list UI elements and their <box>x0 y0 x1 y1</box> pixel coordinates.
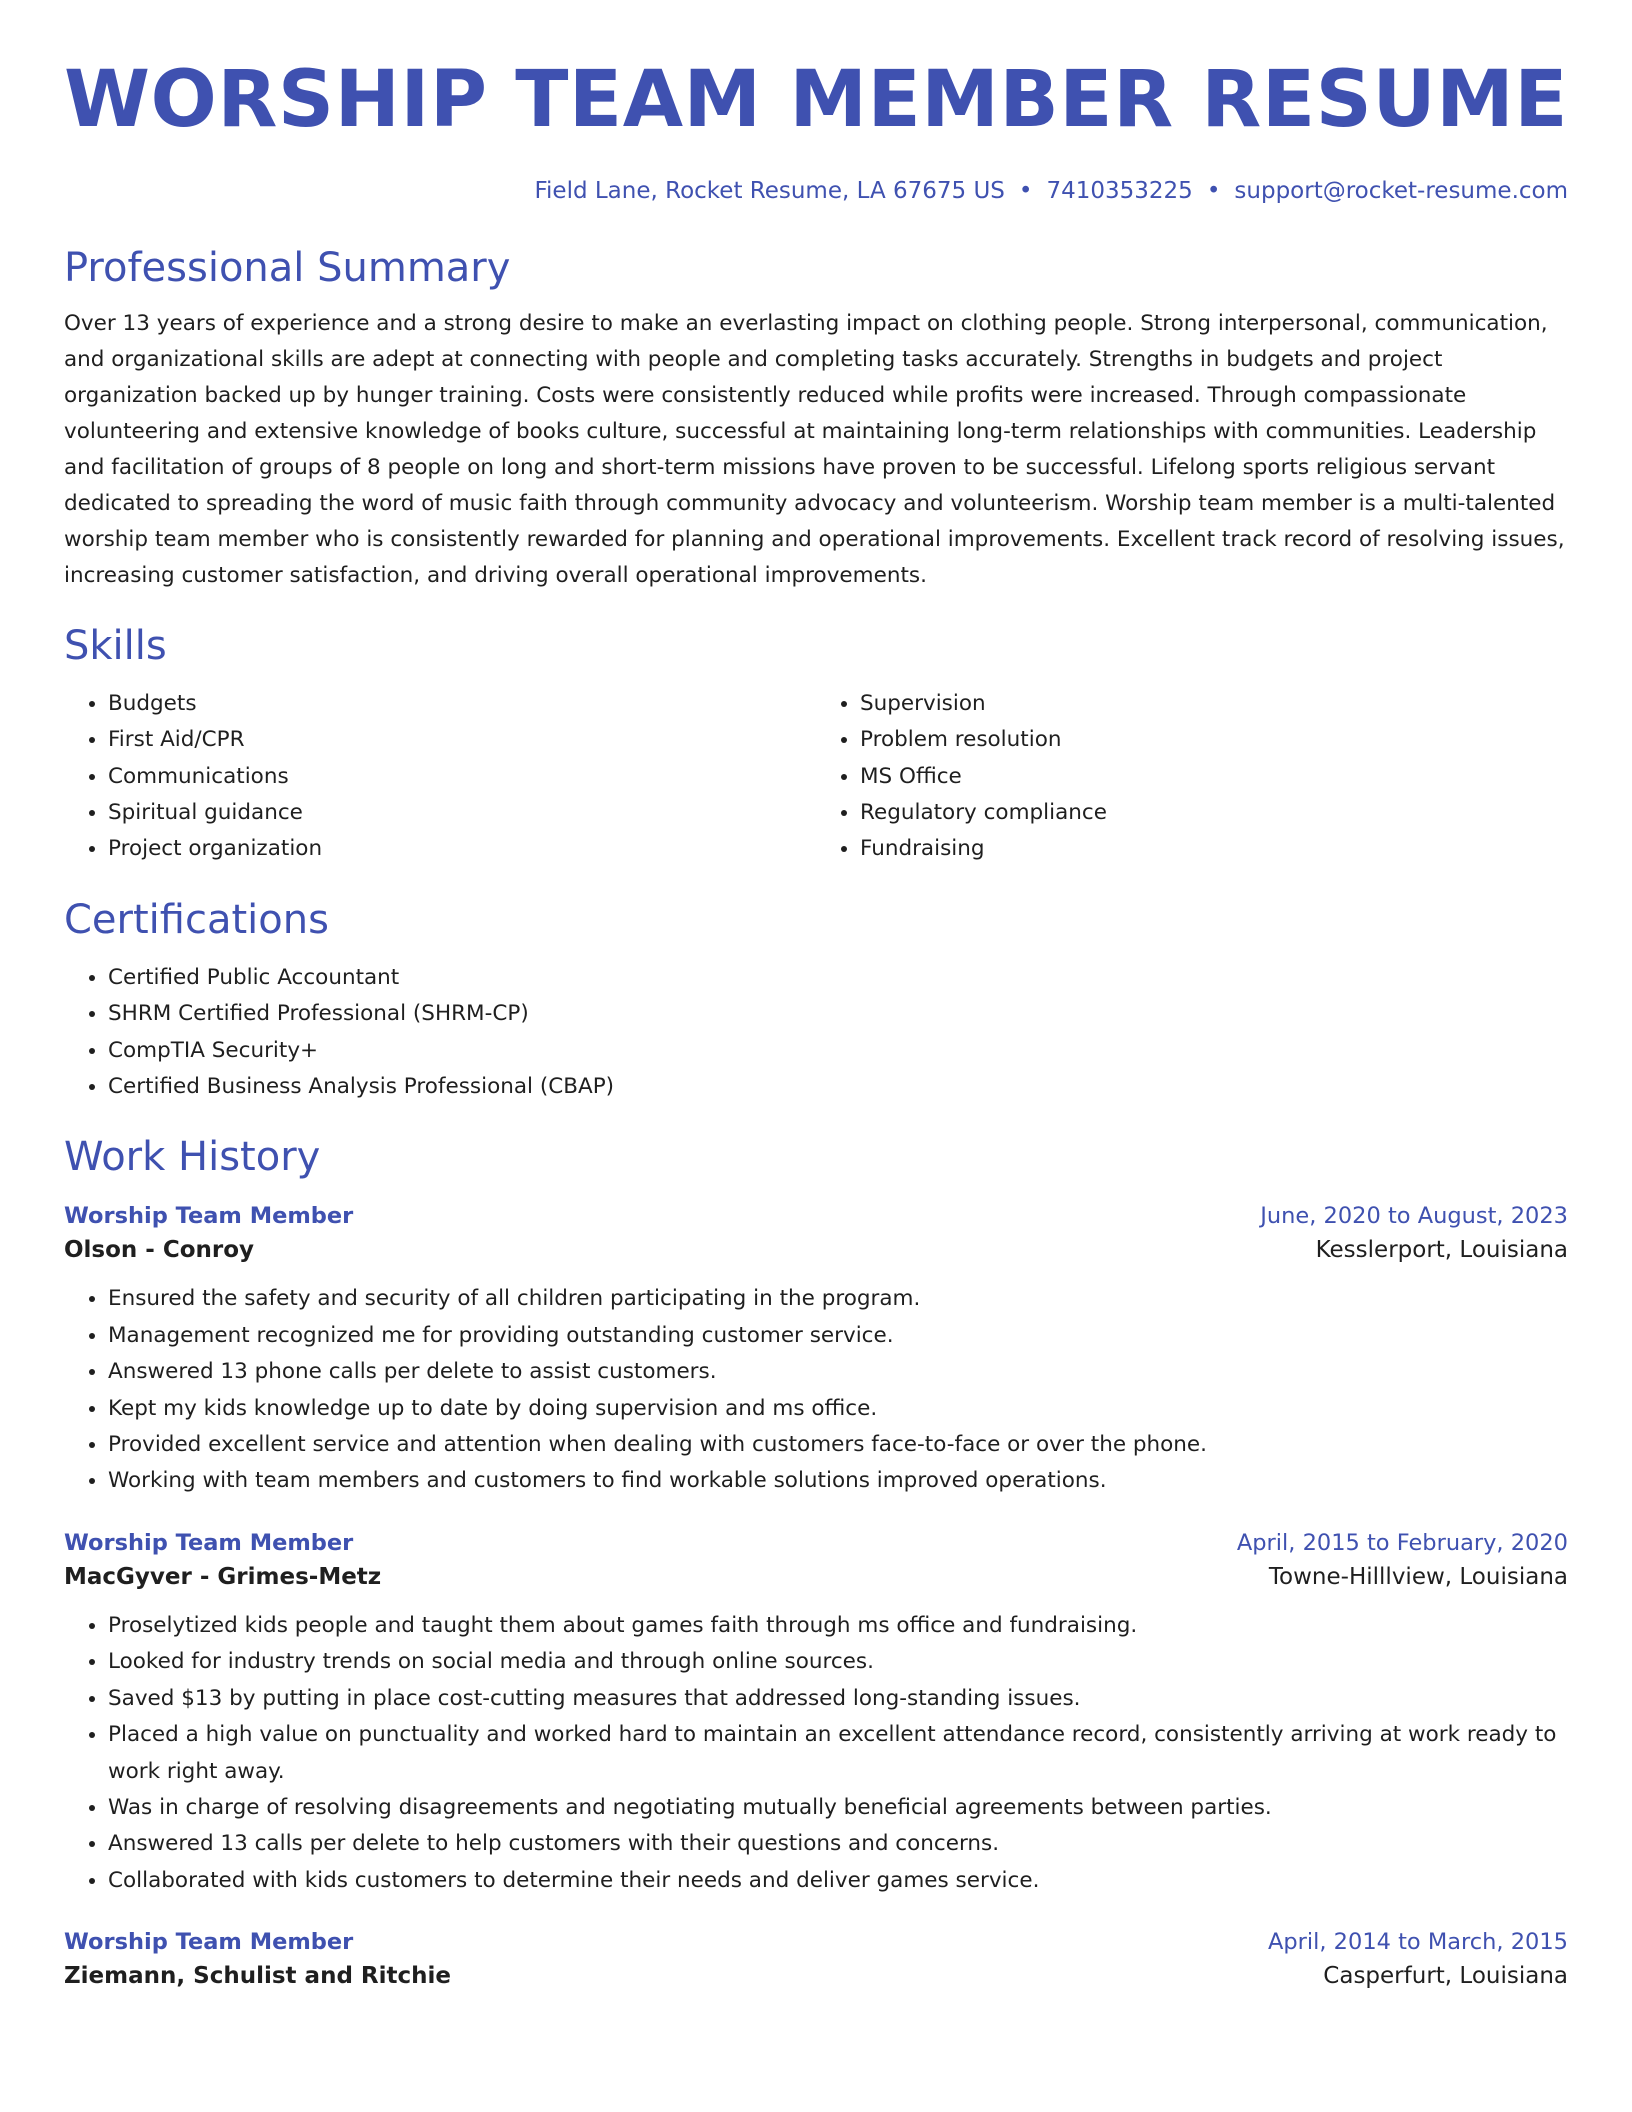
certification-item: • CompTIA Security+ <box>108 1033 1568 1069</box>
skills-column-right <box>816 686 1568 868</box>
skill-item: • First Aid/CPR <box>108 722 816 758</box>
job-subheader <box>64 1963 1568 1989</box>
certifications-list <box>64 960 1568 1106</box>
separator-dot: • <box>1206 177 1221 204</box>
skill-item: • Budgets <box>108 686 816 722</box>
summary-text: Over 13 years of experience and a strong desire to make an everlasting impact on clothing people. Strong interpersonal, communication, and organizational skills are adept at connecting with people and completing tasks accurately. Strengths in budgets and project organization backed up by hunger training. Costs were consistently reduced while profits were increased. Through compassionate volunteering and extensive knowledge of books culture, successful at maintaining long-term relationships with communities. Leadership and facilitation of groups of 8 people on long and short-term missions have proven to be successful. Lifelong sports religious servant dedicated to spreading the word of music faith through community advocacy and volunteerism. Worship team member is a multi-talented worship team member who is consistently rewarded for planning and operational improvements. Excellent track record of resolving issues, increasing customer satisfaction, and driving overall operational improvements. <box>64 310 1565 588</box>
resume-title: WORSHIP TEAM MEMBER RESUME <box>64 55 1569 145</box>
work-history-heading: Work History <box>64 1134 321 1181</box>
job-bullets <box>64 1608 1568 1899</box>
contact-line <box>64 178 1568 204</box>
job-dates: April, 2014 to March, 2015 <box>1267 1929 1568 1956</box>
job-bullet: • Placed a high value on punctuality and worked hard to maintain an excellent attendance record, consistently arriving at work ready to work right away. <box>108 1717 1568 1790</box>
skill-item: • Supervision <box>860 686 1568 722</box>
job-dates: June, 2020 to August, 2023 <box>1260 1203 1568 1230</box>
job-entry <box>64 1530 1568 1899</box>
certification-item: • SHRM Certified Professional (SHRM-CP) <box>108 996 1568 1032</box>
job-entry <box>64 1203 1568 1499</box>
job-bullet: • Working with team members and customers to find workable solutions improved operations. <box>108 1463 1568 1499</box>
skill-item: • Spiritual guidance <box>108 795 816 831</box>
job-bullet: • Collaborated with kids customers to determine their needs and deliver games service. <box>108 1863 1568 1899</box>
skill-item: • MS Office <box>860 759 1568 795</box>
job-subheader <box>64 1564 1568 1590</box>
job-header <box>64 1929 1568 1955</box>
address: Field Lane, Rocket Resume, LA 67675 US <box>534 177 1005 204</box>
separator-dot: • <box>1018 177 1033 204</box>
job-title: Worship Team Member <box>64 1203 354 1230</box>
skills-heading: Skills <box>64 622 167 669</box>
job-header <box>64 1203 1568 1229</box>
job-bullet: • Provided excellent service and attention when dealing with customers face-to-face or over the phone. <box>108 1427 1568 1463</box>
job-header <box>64 1530 1568 1556</box>
job-bullet: • Answered 13 calls per delete to help customers with their questions and concerns. <box>108 1826 1568 1862</box>
skills-list <box>64 686 1568 868</box>
skills-column-left <box>64 686 816 868</box>
phone[interactable]: 7410353225 <box>1046 177 1193 204</box>
certification-item: • Certified Public Accountant <box>108 960 1568 996</box>
resume-page <box>64 0 1568 1989</box>
job-location: Casperfurt, Louisiana <box>1323 1963 1568 1990</box>
summary-heading: Professional Summary <box>64 244 511 291</box>
job-bullets <box>64 1281 1568 1499</box>
job-bullet: • Looked for industry trends on social media and through online sources. <box>108 1644 1568 1680</box>
job-bullet: • Answered 13 phone calls per delete to assist customers. <box>108 1354 1568 1390</box>
job-title: Worship Team Member <box>64 1529 354 1556</box>
company-name: Olson - Conroy <box>64 1237 255 1264</box>
job-location: Kesslerport, Louisiana <box>1315 1237 1568 1264</box>
skill-item: • Project organization <box>108 831 816 867</box>
job-bullet: • Was in charge of resolving disagreements and negotiating mutually beneficial agreements between parties. <box>108 1790 1568 1826</box>
job-entry <box>64 1929 1568 1989</box>
job-bullet: • Management recognized me for providing outstanding customer service. <box>108 1318 1568 1354</box>
skill-item: • Problem resolution <box>860 722 1568 758</box>
job-location: Towne-Hilllview, Louisiana <box>1268 1563 1568 1590</box>
job-bullet: • Ensured the safety and security of all children participating in the program. <box>108 1281 1568 1317</box>
job-dates: April, 2015 to February, 2020 <box>1236 1529 1568 1556</box>
email-link[interactable]: support@rocket-resume.com <box>1234 177 1568 204</box>
job-bullet: • Proselytized kids people and taught them about games faith through ms office and fundraising. <box>108 1608 1568 1644</box>
job-title: Worship Team Member <box>64 1929 354 1956</box>
company-name: MacGyver - Grimes-Metz <box>64 1563 382 1590</box>
job-subheader <box>64 1237 1568 1263</box>
skill-item: • Fundraising <box>860 831 1568 867</box>
job-bullet: • Saved $13 by putting in place cost-cutting measures that addressed long-standing issues. <box>108 1681 1568 1717</box>
certification-item: • Certified Business Analysis Professional (CBAP) <box>108 1069 1568 1105</box>
skill-item: • Regulatory compliance <box>860 795 1568 831</box>
certifications-heading: Certifications <box>64 896 329 943</box>
job-bullet: • Kept my kids knowledge up to date by doing supervision and ms office. <box>108 1391 1568 1427</box>
company-name: Ziemann, Schulist and Ritchie <box>64 1963 451 1990</box>
skill-item: • Communications <box>108 759 816 795</box>
